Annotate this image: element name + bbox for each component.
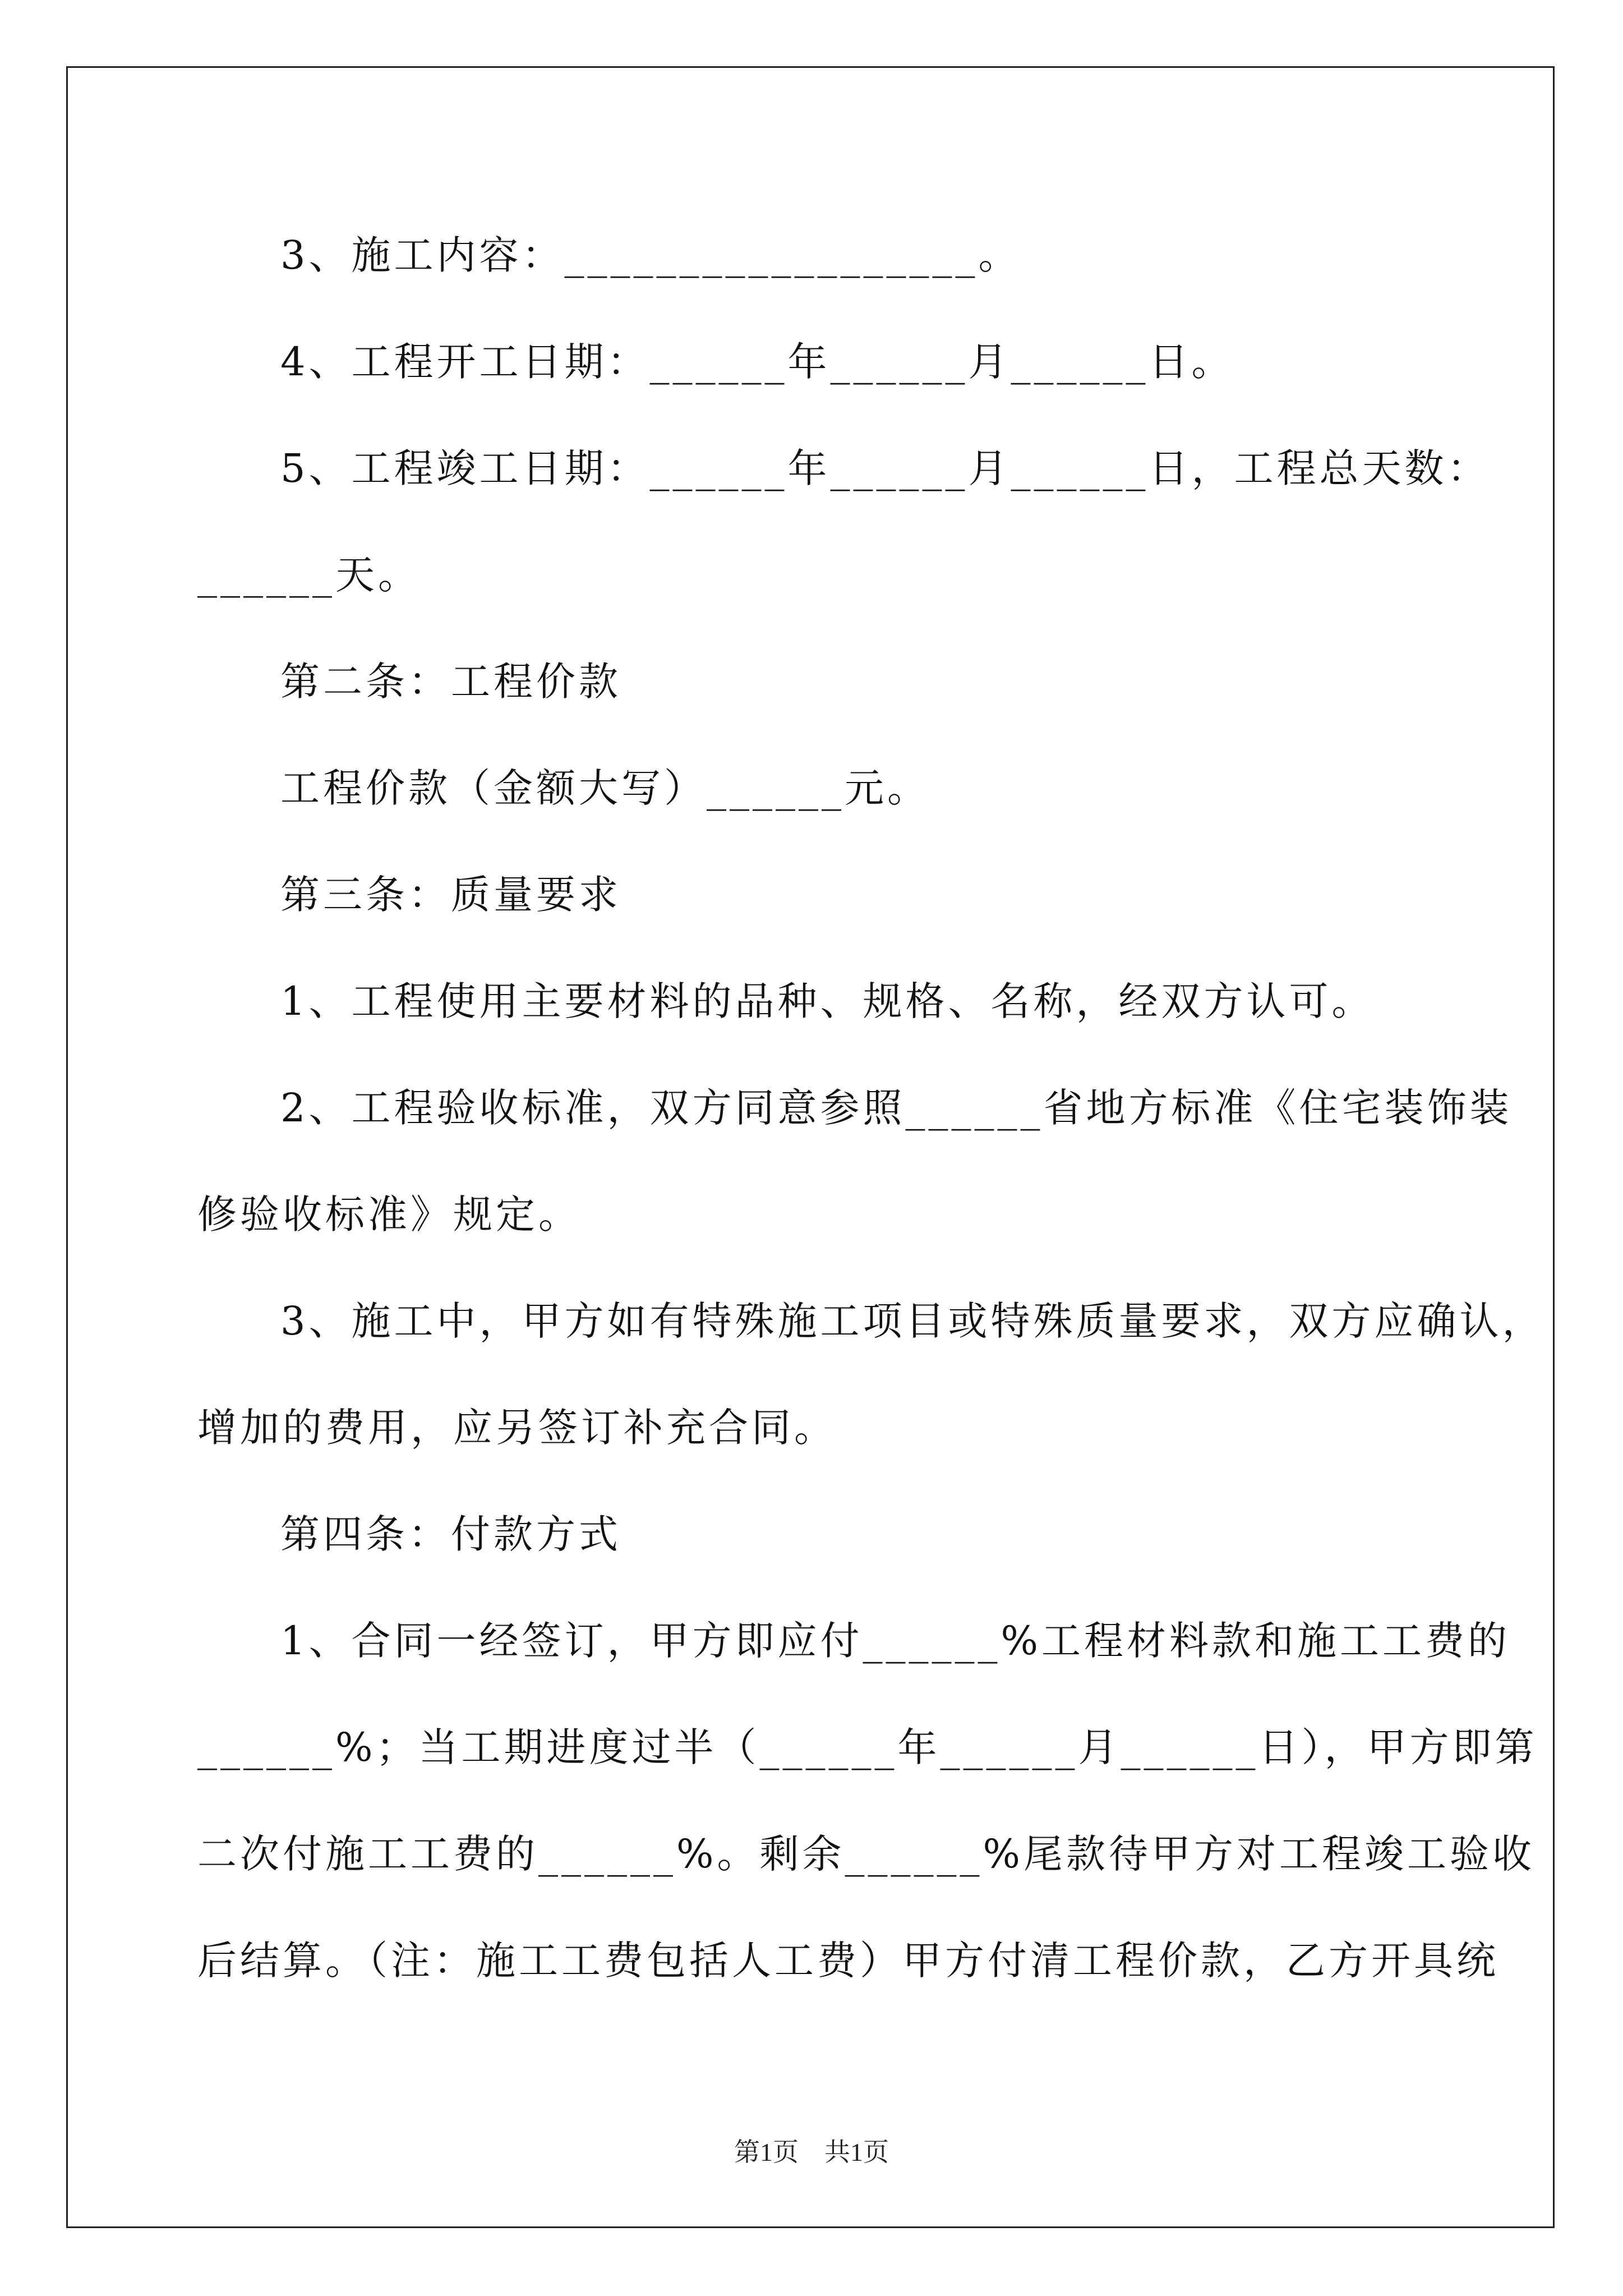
article-4-heading: 第四条：付款方式 xyxy=(280,1511,621,1557)
clause-special-requirements-cont: 增加的费用，应另签订补充合同。 xyxy=(197,1405,837,1451)
clause-acceptance-standard: 2、工程验收标准，双方同意参照______省地方标准《住宅装饰装 xyxy=(280,1085,1513,1131)
clause-special-requirements: 3、施工中，甲方如有特殊施工项目或特殊质量要求，双方应确认， xyxy=(280,1298,1545,1344)
article-2-heading: 第二条：工程价款 xyxy=(280,659,621,705)
clause-construction-content: 3、施工内容：__________________。 xyxy=(280,232,1021,278)
clause-completion-date: 5、工程竣工日期：______年______月______日，工程总天数： xyxy=(280,445,1490,491)
clause-materials: 1、工程使用主要材料的品种、规格、名称，经双方认可。 xyxy=(280,978,1375,1024)
clause-completion-date-cont: ______天。 xyxy=(197,552,421,598)
clause-start-date: 4、工程开工日期：______年______月______日。 xyxy=(280,339,1234,385)
article-3-heading: 第三条：质量要求 xyxy=(280,872,621,918)
clause-payment-1-line4: 后结算。（注：施工工费包括人工费）甲方付清工程价款，乙方开具统 xyxy=(197,1938,1499,1984)
clause-payment-1-line3: 二次付施工工费的______%。剩余______%尾款待甲方对工程竣工验收 xyxy=(197,1831,1536,1877)
clause-payment-1-line2: ______%；当工期进度过半（______年______月______日），甲方即第 xyxy=(197,1724,1538,1770)
page-number-footer: 第1页 共1页 xyxy=(734,2138,889,2166)
clause-payment-1: 1、合同一经签订，甲方即应付______%工程材料款和施工工费的 xyxy=(280,1618,1511,1664)
clause-acceptance-standard-cont: 修验收标准》规定。 xyxy=(197,1191,581,1237)
clause-project-price: 工程价款（金额大写）______元。 xyxy=(280,765,930,811)
document-body xyxy=(197,202,1545,2014)
